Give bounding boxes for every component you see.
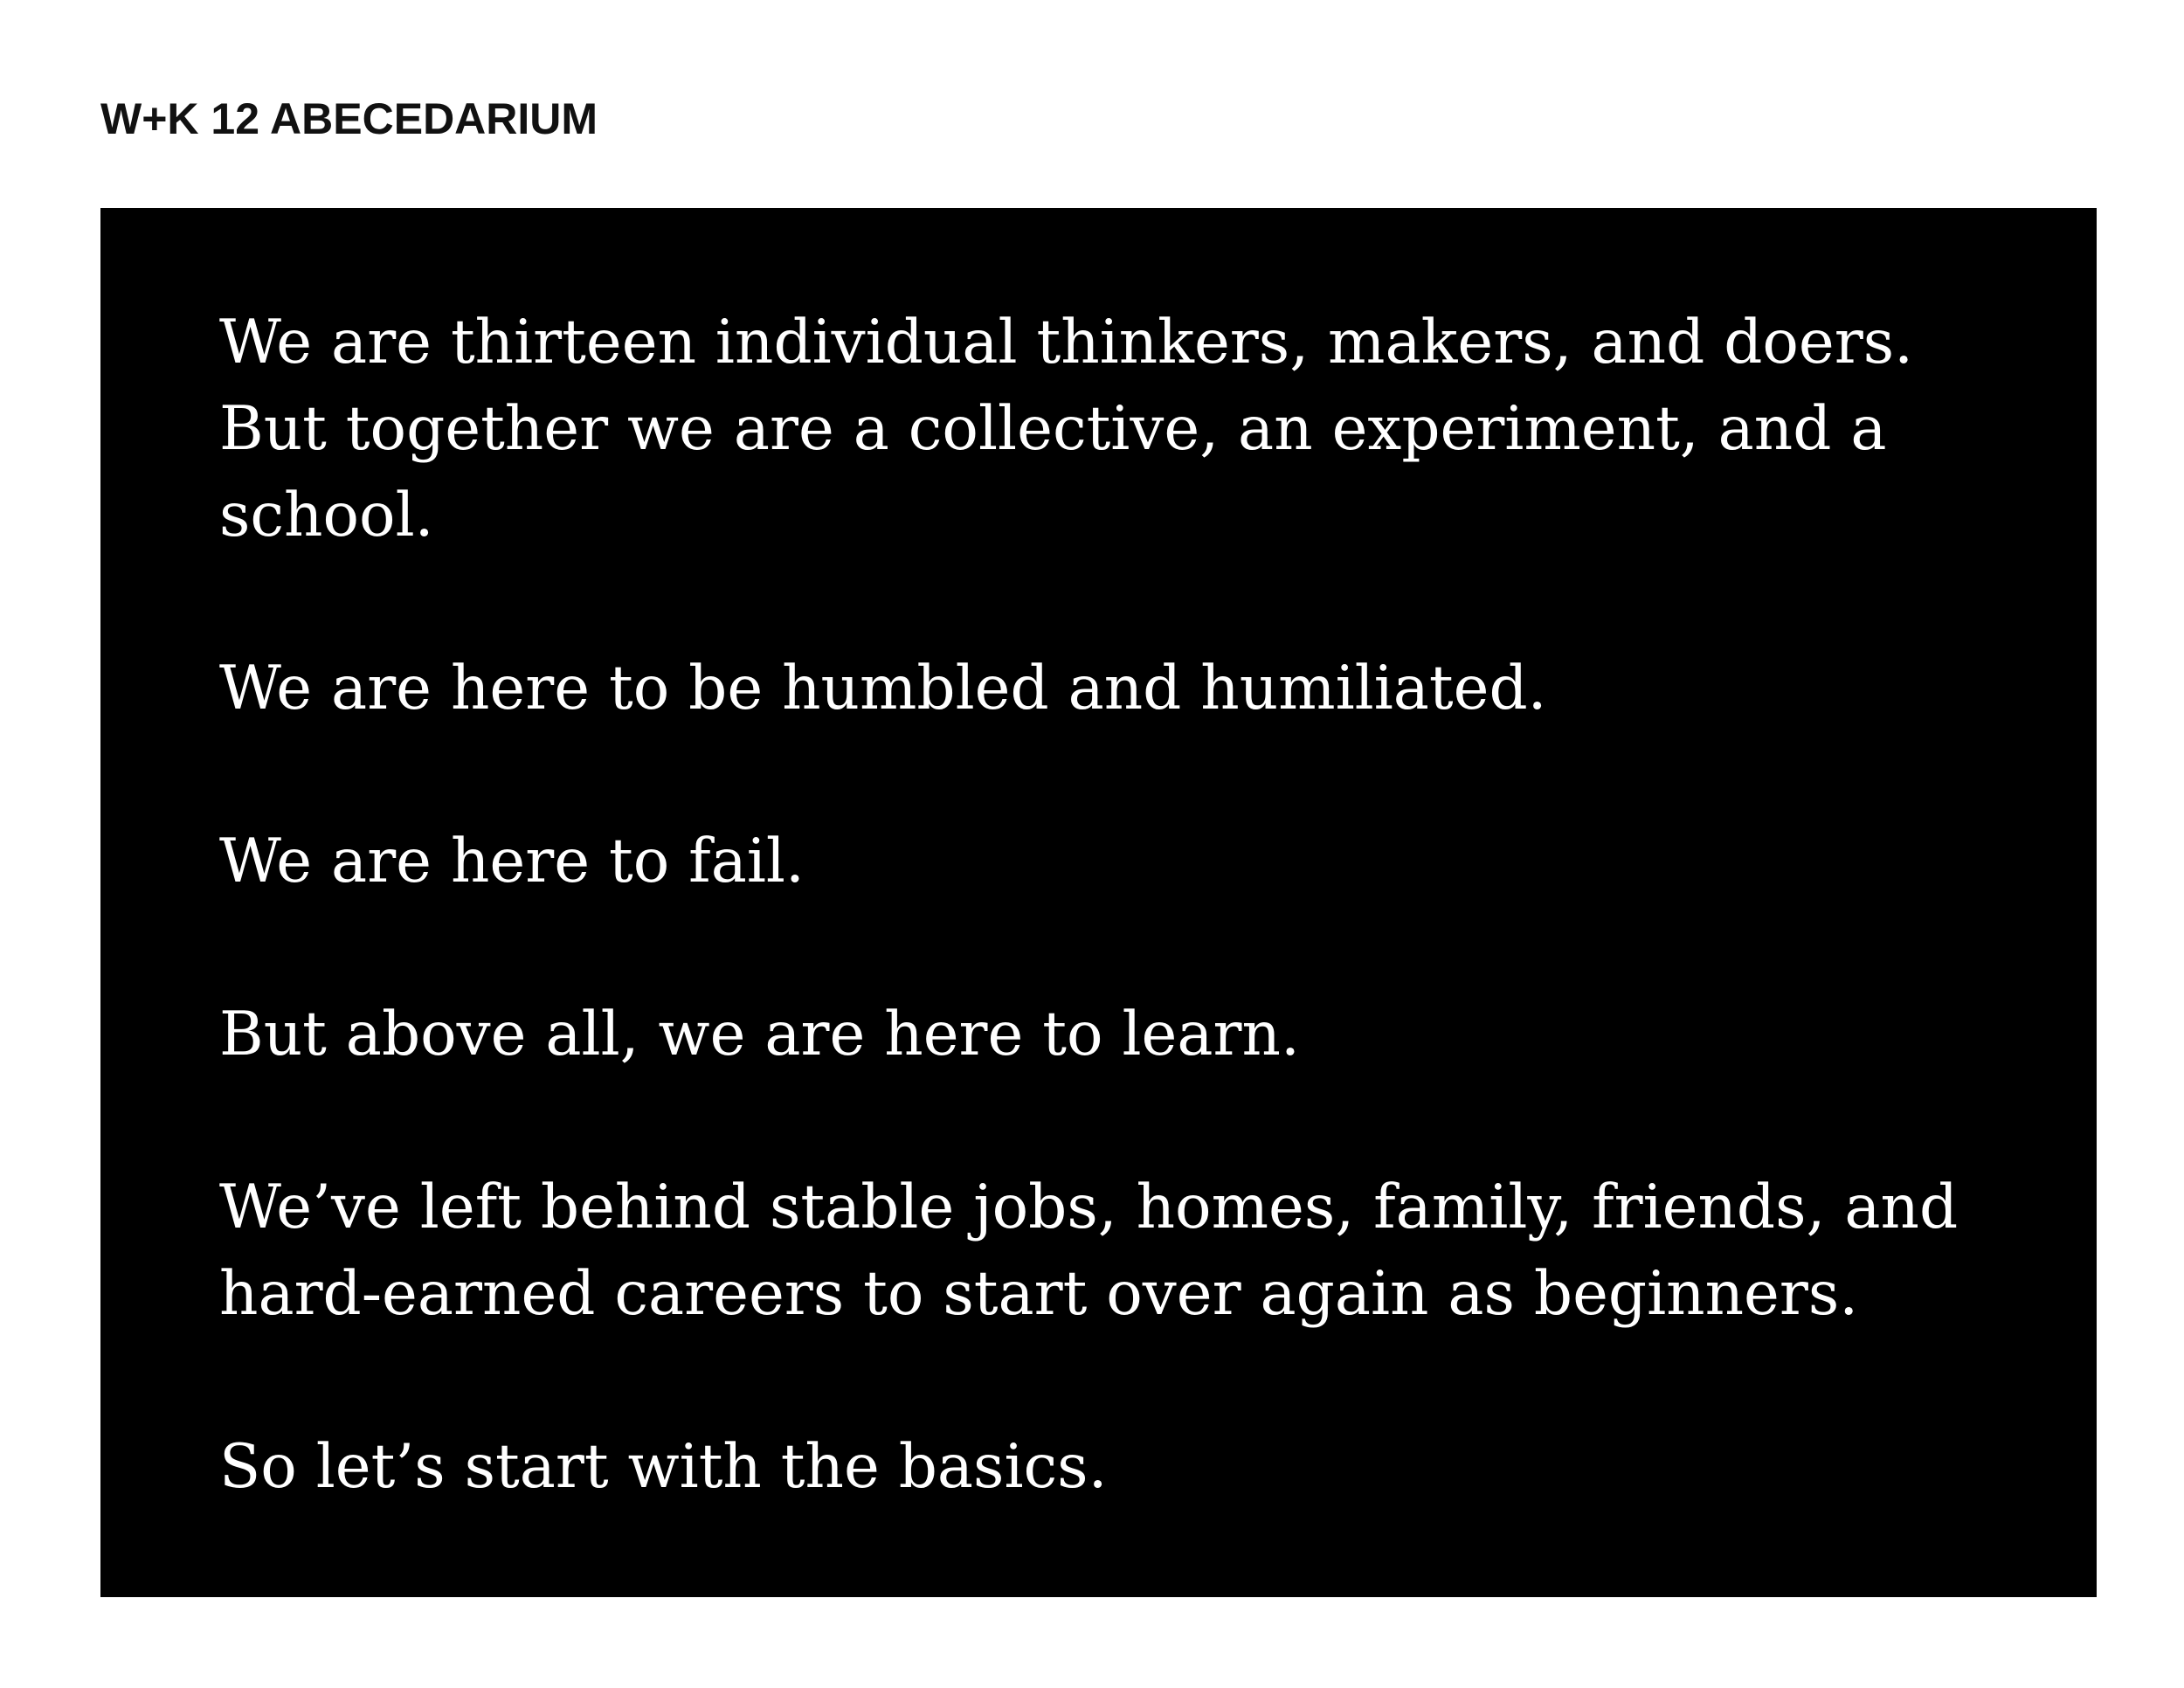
manifesto-paragraph-6: So let’s start with the basics. (219, 1432, 1108, 1502)
manifesto-paragraph-2: We are here to be humbled and humiliated. (219, 654, 1547, 723)
manifesto-paragraph-3: We are here to fail. (219, 827, 805, 896)
manifesto-paragraph-4: But above all, we are here to learn. (219, 1000, 1300, 1069)
document-header-title: W+K 12 ABECEDARIUM (100, 94, 598, 143)
manifesto-paragraph-5: We’ve left behind stable jobs, homes, family, friends, and hard-earned careers to start over again as beginners. (219, 1173, 1959, 1329)
manifesto-panel (100, 208, 2097, 1597)
manifesto-paragraph-1: We are thirteen individual thinkers, makers, and doers. But together we are a collective, an experiment, and a school. (219, 308, 1914, 550)
